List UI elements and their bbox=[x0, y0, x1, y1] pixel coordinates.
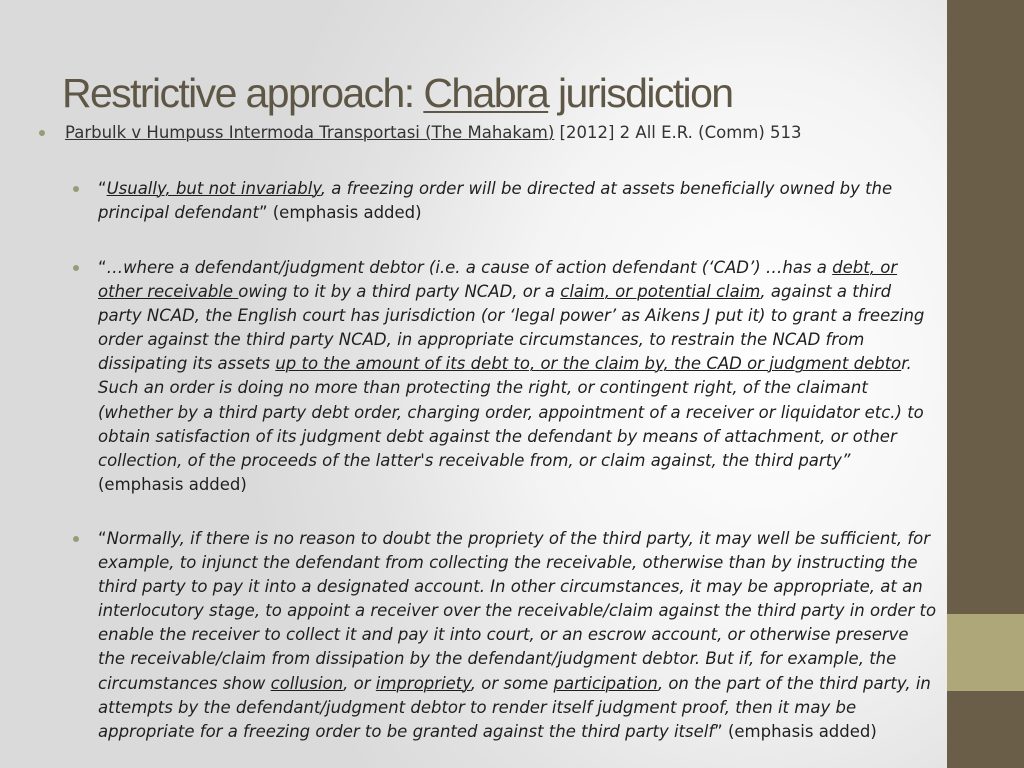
slide-title bbox=[62, 70, 732, 117]
bullet-dot-icon bbox=[39, 130, 45, 136]
bullet-dot-icon bbox=[73, 265, 79, 271]
quote-text: , or some bbox=[470, 673, 554, 693]
quote-normally bbox=[98, 527, 938, 744]
quote-usually bbox=[98, 177, 938, 225]
quote-where bbox=[98, 256, 938, 497]
quote-mark: “ bbox=[98, 258, 107, 277]
quote-text: , or bbox=[343, 673, 376, 693]
quote-text: , a freezing order will be directed at assets beneficially owned by the principal defendant bbox=[98, 179, 893, 223]
quote-text: …where a defendant/judgment debtor (i.e. a cause of action defendant (‘CAD’) …has a bbox=[106, 258, 833, 277]
quote-mark: “ bbox=[98, 529, 107, 548]
emphasis-text: participation bbox=[553, 673, 658, 693]
emphasis-note: (emphasis added) bbox=[98, 474, 247, 494]
quote-text: , against a third party NCAD, the English court has jurisdiction (or ‘legal power’ as Aikens J put it) to grant a freezing order against the third party NCAD, in appropriate circumstances, to restrain the NCAD from dissipating its assets bbox=[98, 282, 925, 374]
emphasis-text: Usually, but not invariably bbox=[106, 179, 321, 198]
emphasis-note: ” (emphasis added) bbox=[714, 721, 877, 741]
quote-mark: “ bbox=[98, 179, 107, 198]
title-text: Restrictive approach: bbox=[62, 70, 424, 116]
bullet-dot-icon bbox=[73, 536, 79, 542]
quote-text: , on the part of the third party, in attempts by the defendant/judgment debtor to render itself judgment proof, then it may be appropriate for a freezing order to be granted against the third party itself bbox=[98, 673, 931, 741]
emphasis-text: collusion bbox=[270, 673, 344, 693]
decorative-side-accent bbox=[947, 614, 1024, 691]
title-text-end: jurisdiction bbox=[548, 70, 733, 116]
emphasis-text: impropriety bbox=[375, 673, 471, 693]
emphasis-text: up to the amount of its debt to, or the claim by, the CAD or judgment debto bbox=[275, 354, 902, 374]
quote-text: r. Such an order is doing no more than protecting the right, or contingent right, of the claimant (whether by a third party debt order, charging order, appointment of a receiver or liquidator etc.) to obtain satisfaction of its judgment debt against the defendant by means of attachment, or other collection, of the proceeds of the latter's receivable from, or claim against, the third party” bbox=[98, 354, 924, 470]
title-case-name: Chabra bbox=[423, 70, 549, 116]
emphasis-text: claim, or potential claim bbox=[560, 282, 761, 302]
bullet-dot-icon bbox=[73, 186, 79, 192]
emphasis-note: ” (emphasis added) bbox=[258, 203, 422, 223]
case-name: Parbulk v Humpuss Intermoda Transportasi (The Mahakam) bbox=[65, 123, 555, 142]
case-citation bbox=[65, 122, 802, 144]
emphasis-text: debt, or other receivable bbox=[98, 258, 898, 302]
quote-text: Normally, if there is no reason to doubt the propriety of the third party, it may well be sufficient, for example, to injunct the defendant from collecting the receivable, otherwise than by instructing the third party to pay it into a designated account. In other circumstances, it may be appropriate, at an interlocutory stage, to appoint a receiver over the receivable/claim against the third party in order to enable the receiver to collect it and pay it into court, or an escrow account, or otherwise preserve the receivable/claim from dissipation by the defendant/judgment debtor. But if, for example, the circumstances show bbox=[98, 529, 937, 693]
case-reference: [2012] 2 All E.R. (Comm) 513 bbox=[554, 123, 802, 142]
quote-text: owing to it by a third party NCAD, or a bbox=[238, 282, 561, 302]
